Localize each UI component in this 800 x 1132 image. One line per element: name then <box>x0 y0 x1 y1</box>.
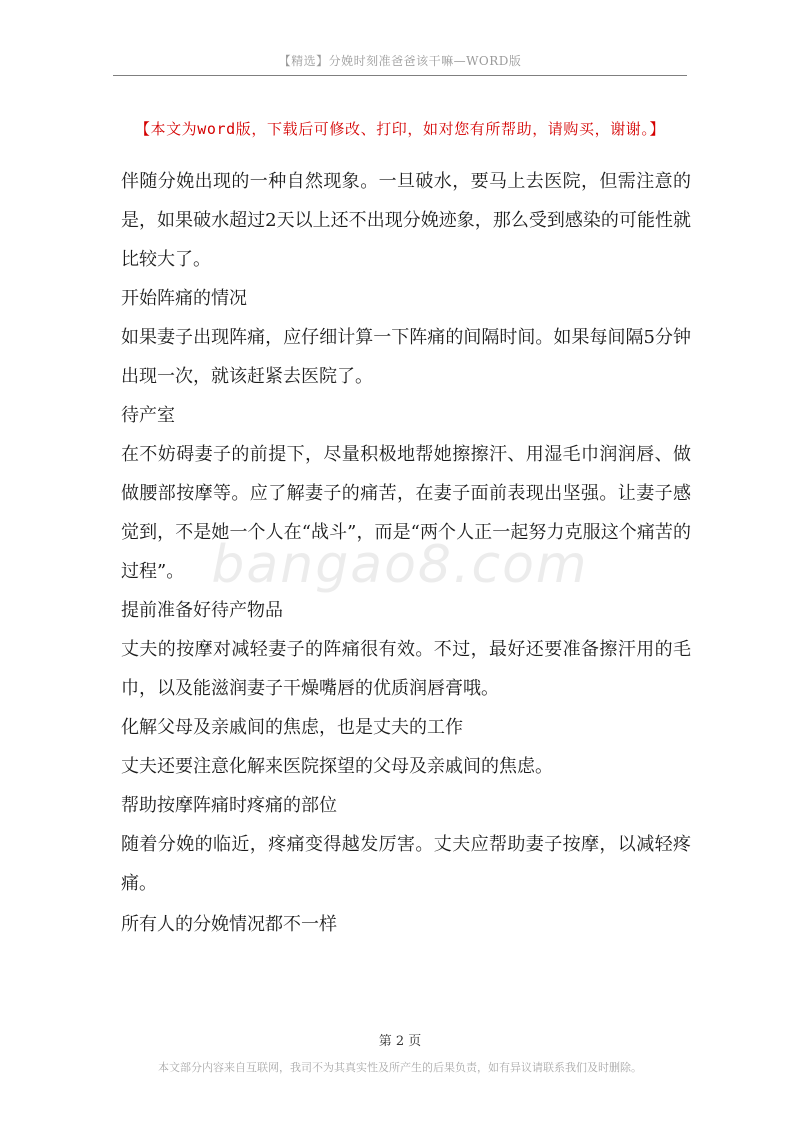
body-paragraph: 丈夫的按摩对减轻妻子的阵痛很有效。不过，最好还要准备擦汗用的毛巾，以及能滋润妻子干燥嘴唇的优质润唇膏哦。 <box>121 639 691 699</box>
page-footer: 本文部分内容来自互联网，我司不为其真实性及所产生的后果负责，如有异议请联系我们及时删除。 <box>158 1061 642 1074</box>
section-heading: 帮助按摩阵痛时疼痛的部位 <box>121 795 337 816</box>
section-heading: 开始阵痛的情况 <box>121 288 247 309</box>
body-paragraph: 如果妻子出现阵痛，应仔细计算一下阵痛的间隔时间。如果每间隔5分钟出现一次，就该赶紧去医院了。 <box>121 327 691 387</box>
body-paragraph: 丈夫还要注意化解来医院探望的父母及亲戚间的焦虑。 <box>121 756 553 777</box>
purchase-notice: 【本文为word版，下载后可修改、打印，如对您有所帮助，请购买，谢谢。】 <box>134 120 666 138</box>
body-paragraph: 伴随分娩出现的一种自然现象。一旦破水，要马上去医院，但需注意的是，如果破水超过2天以上还不出现分娩迹象，那么受到感染的可能性就比较大了。 <box>121 171 691 270</box>
body-paragraph: 在不妨碍妻子的前提下，尽量积极地帮她擦擦汗、用湿毛巾润润唇、做做腰部按摩等。应了解妻子的痛苦，在妻子面前表现出坚强。让妻子感觉到，不是她一个人在“战斗”，而是“两个人正一起努力克服这个痛苦的过程”。 <box>121 444 691 582</box>
section-heading: 待产室 <box>121 405 175 426</box>
section-heading: 化解父母及亲戚间的焦虑，也是丈夫的工作 <box>121 717 463 738</box>
section-heading: 提前准备好待产物品 <box>121 600 283 621</box>
watermark: bangao8.com <box>211 535 589 595</box>
body-paragraph: 随着分娩的临近，疼痛变得越发厉害。丈夫应帮助妻子按摩，以减轻疼痛。 <box>121 834 691 894</box>
page-number: 第 2 页 <box>378 1034 422 1049</box>
document-body <box>121 162 691 944</box>
section-heading: 所有人的分娩情况都不一样 <box>121 914 337 935</box>
header-divider <box>113 75 687 76</box>
page-header: 【精选】分娩时刻准爸爸该干嘛—WORD版 <box>278 54 522 68</box>
